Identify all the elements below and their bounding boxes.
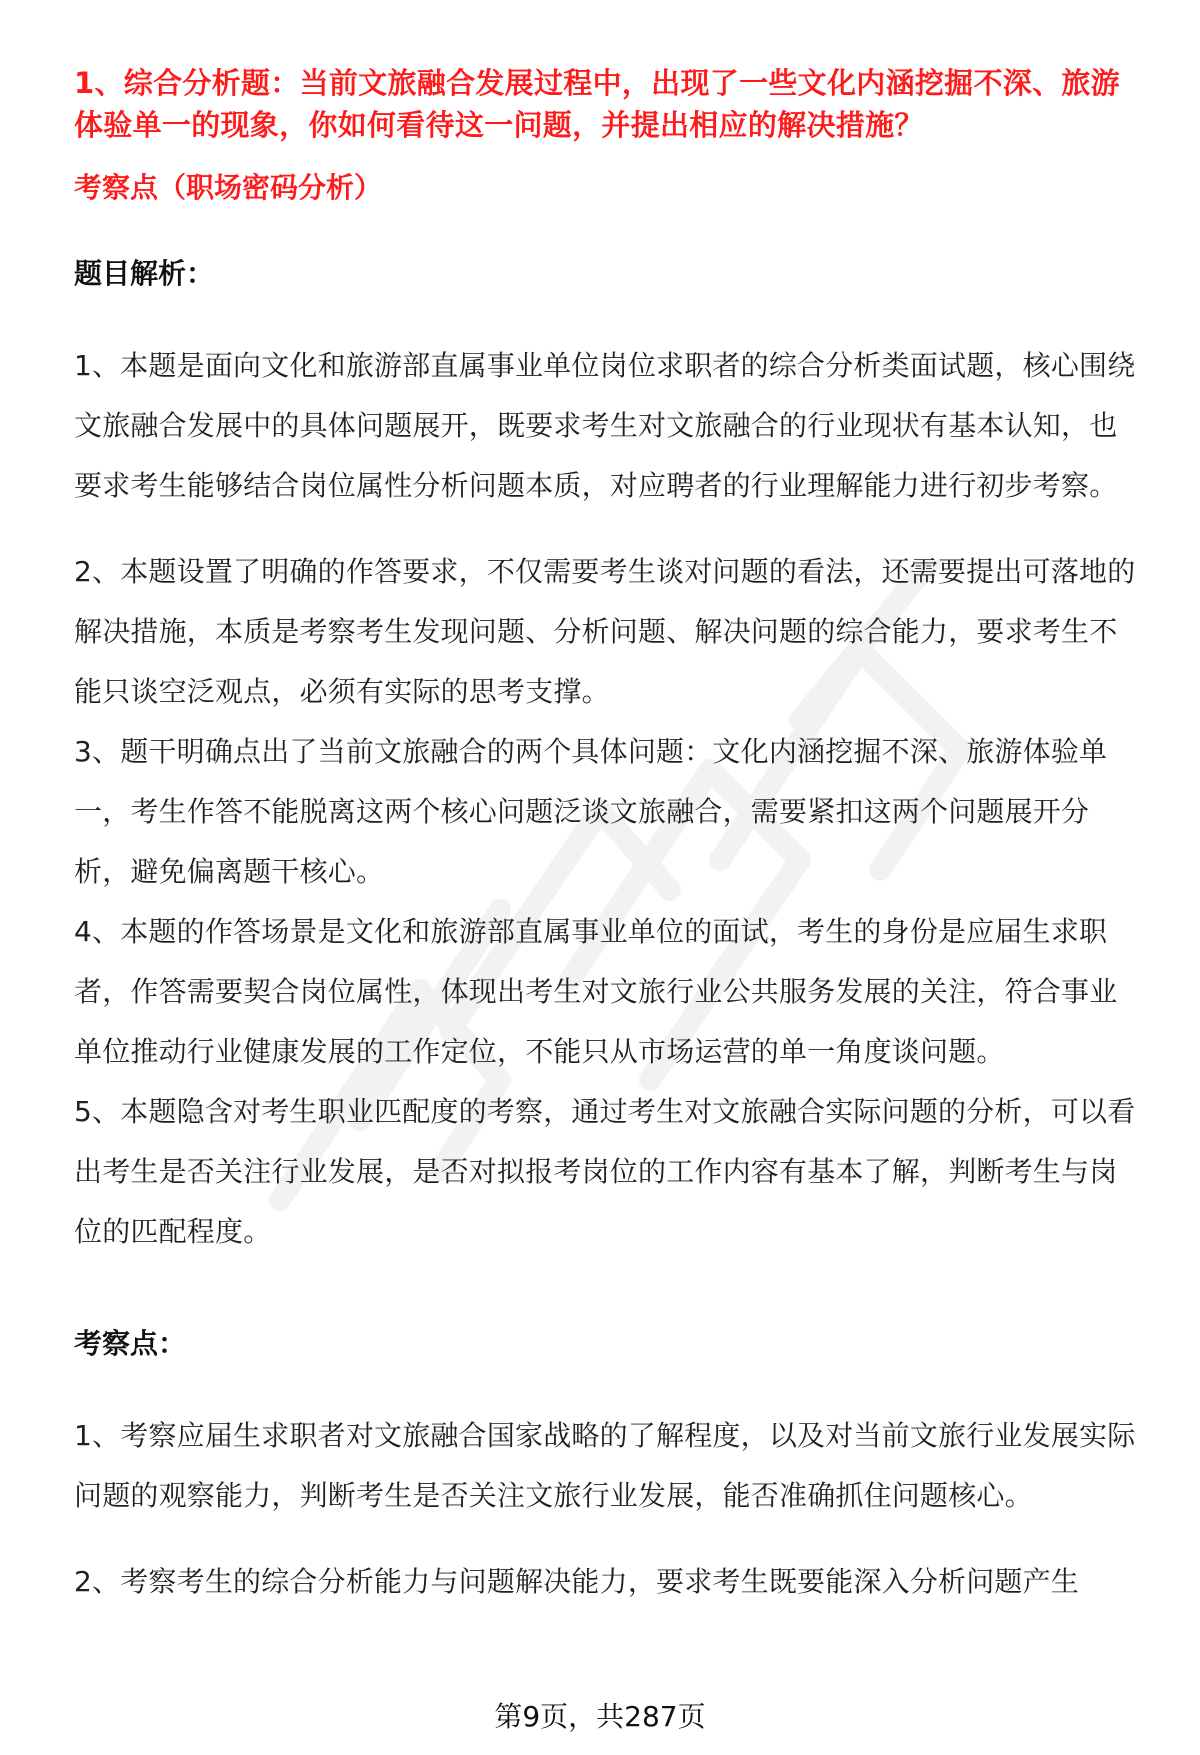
page-content (74, 62, 1142, 1612)
key-points-title: 考察点： (74, 1327, 187, 1360)
key-point-label: 考察点（职场密码分析） (74, 171, 383, 204)
analysis-title: 题目解析： (74, 257, 215, 290)
analysis-paragraph-5: 5、本题隐含对考生职业匹配度的考察，通过考生对文旅融合实际问题的分析，可以看出考生是否关注行业发展，是否对拟报考岗位的工作内容有基本了解，判断考生与岗位的匹配程度。 (74, 1095, 1136, 1248)
analysis-paragraph-4: 4、本题的作答场景是文化和旅游部直属事业单位的面试，考生的身份是应届生求职者，作答需要契合岗位属性，体现出考生对文旅行业公共服务发展的关注，符合事业单位推动行业健康发展的工作定位，不能只从市场运营的单一角度谈问题。 (74, 915, 1118, 1068)
question-heading: 1、综合分析题：当前文旅融合发展过程中，出现了一些文化内涵挖掘不深、旅游体验单一的现象，你如何看待这一问题，并提出相应的解决措施？ (74, 66, 1120, 142)
page-footer: 第9页，共287页 (494, 1700, 706, 1733)
analysis-paragraph-2: 2、本题设置了明确的作答要求，不仅需要考生谈对问题的看法，还需要提出可落地的解决措施，本质是考察考生发现问题、分析问题、解决问题的综合能力，要求考生不能只谈空泛观点，必须有实际的思考支撑。 (74, 555, 1136, 708)
analysis-paragraph-1: 1、本题是面向文化和旅游部直属事业单位岗位求职者的综合分析类面试题，核心围绕文旅融合发展中的具体问题展开，既要求考生对文旅融合的行业现状有基本认知，也要求考生能够结合岗位属性分析问题本质，对应聘者的行业理解能力进行初步考察。 (74, 349, 1136, 502)
analysis-paragraph-3: 3、题干明确点出了当前文旅融合的两个具体问题：文化内涵挖掘不深、旅游体验单一，考生作答不能脱离这两个核心问题泛谈文旅融合，需要紧扣这两个问题展开分析，避免偏离题干核心。 (74, 735, 1108, 888)
key-points-paragraph-1: 1、考察应届生求职者对文旅融合国家战略的了解程度，以及对当前文旅行业发展实际问题的观察能力，判断考生是否关注文旅行业发展，能否准确抓住问题核心。 (74, 1419, 1136, 1512)
key-points-paragraph-2: 2、考察考生的综合分析能力与问题解决能力，要求考生既要能深入分析问题产生 (74, 1565, 1080, 1598)
